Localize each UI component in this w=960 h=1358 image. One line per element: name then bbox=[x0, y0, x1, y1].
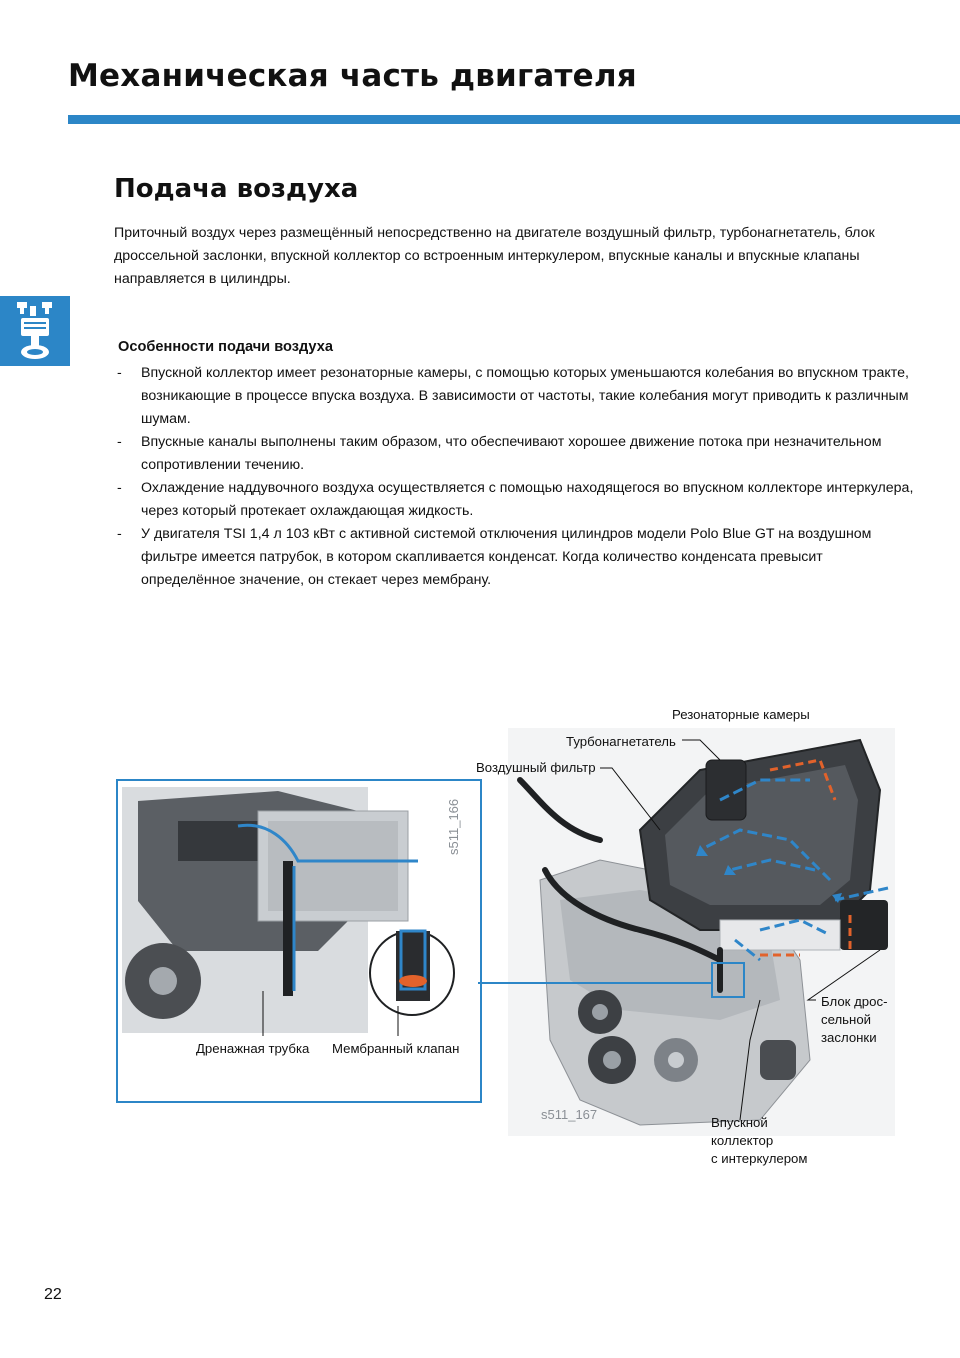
feature-item: - Впускные каналы выполнены таким образом, что обеспечивают хорошее движение потока при незначительном сопротивлении течению. bbox=[114, 431, 914, 477]
feature-item: - У двигателя TSI 1,4 л 103 кВт с активной системой отключения цилиндров модели Polo Blue GT на воздушном фильтре имеется патрубок, в котором скапливается конденсат. Когда количество конденсата превысит определённое значение, он стекает через мембрану. bbox=[114, 523, 914, 592]
features-heading: Особенности подачи воздуха bbox=[118, 339, 333, 355]
label-membrane-valve: Мембранный клапан bbox=[332, 1041, 460, 1056]
intro-paragraph: Приточный воздух через размещённый непосредственно на двигателе воздушный фильтр, турбонагнетатель, блок дроссельной заслонки, впускной коллектор со встроенным интеркулером, впускные каналы и впускные клапаны направляется в цилиндры. bbox=[114, 225, 875, 287]
feature-item: - Впускной коллектор имеет резонаторные камеры, с помощью которых уменьшаются колебания во впускном тракте, возникающие в процессе впуска воздуха. В зависимости от частоты, такие колебания могут приводить к различным шумам. bbox=[114, 362, 914, 431]
figure-id-inset: s511_166 bbox=[446, 798, 461, 855]
label-air-filter: Воздушный фильтр bbox=[476, 760, 596, 775]
page-number: 22 bbox=[44, 1286, 62, 1303]
label-manifold-3: с интеркулером bbox=[711, 1151, 808, 1166]
label-throttle-2: сельной bbox=[821, 1012, 872, 1027]
label-manifold-2: коллектор bbox=[711, 1133, 774, 1148]
label-throttle-1: Блок дрос- bbox=[821, 994, 888, 1009]
label-drain-tube: Дренажная трубка bbox=[196, 1041, 310, 1056]
feature-item: - Охлаждение наддувочного воздуха осуществляется с помощью находящегося во впускном коллекторе интеркулера, через который протекает охлаждающая жидкость. bbox=[114, 477, 914, 523]
label-resonator-chambers: Резонаторные камеры bbox=[672, 707, 810, 722]
label-manifold-1: Впускной bbox=[711, 1115, 768, 1130]
label-throttle-3: заслонки bbox=[821, 1030, 877, 1045]
label-turbocharger: Турбонагнетатель bbox=[566, 734, 676, 749]
chapter-title: Механическая часть двигателя bbox=[68, 58, 637, 94]
throttle-body bbox=[840, 900, 888, 950]
section-title: Подача воздуха bbox=[114, 174, 359, 204]
figure-id-main: s511_167 bbox=[541, 1107, 598, 1122]
